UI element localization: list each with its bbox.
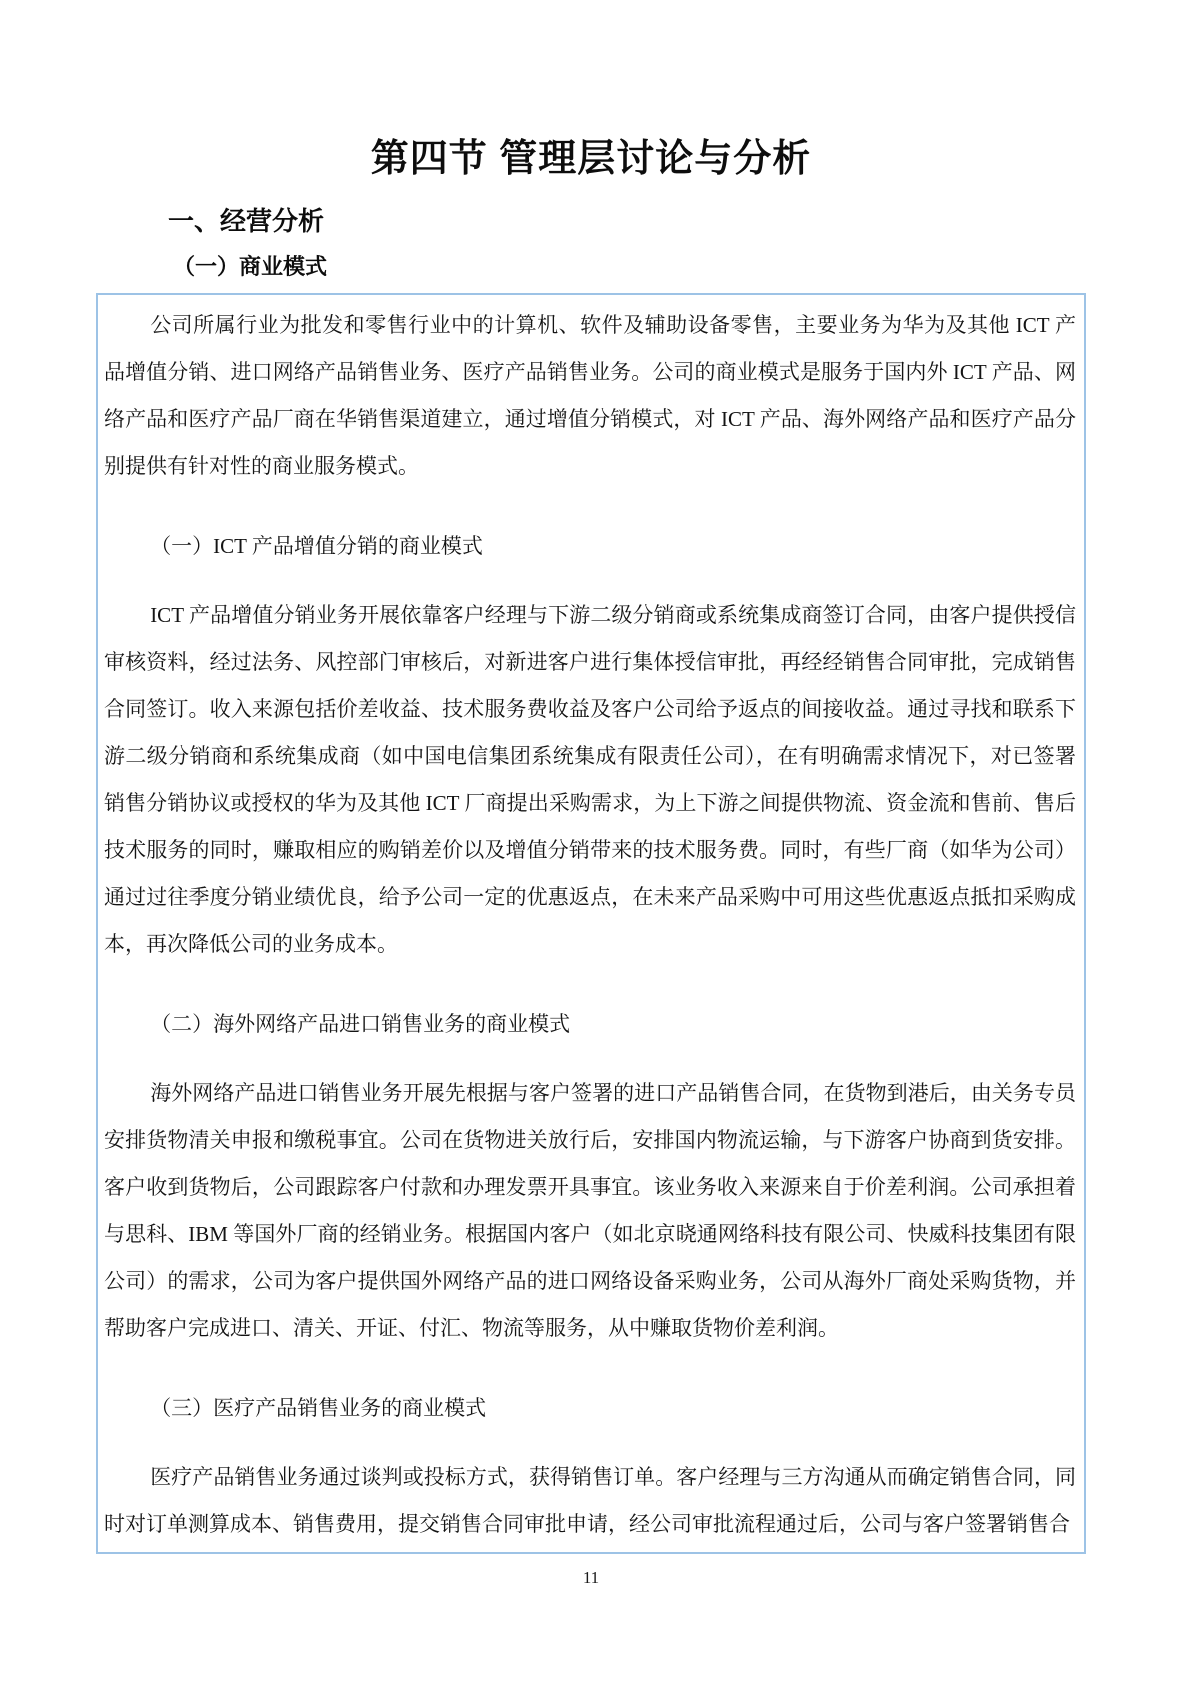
paragraph-ict-distribution: ICT 产品增值分销业务开展依靠客户经理与下游二级分销商或系统集成商签订合同，由客户提供授信审核资料，经过法务、风控部门审核后，对新进客户进行集体授信审批，再经经销售合同审批，完成销售合同签订。收入来源包括价差收益、技术服务费收益及客户公司给予返点的间接收益。通过寻找和联系下游二级分销商和系统集成商（如中国电信集团系统集成有限责任公司），在有明确需求情况下，对已签署销售分销协议或授权的华为及其他 ICT 厂商提出采购需求，为上下游之间提供物流、资金流和售前、售后技术服务的同时，赚取相应的购销差价以及增值分销带来的技术服务费。同时，有些厂商（如华为公司）通过过往季度分销业绩优良，给予公司一定的优惠返点，在未来产品采购中可用这些优惠返点抵扣采购成本，再次降低公司的业务成本。 xyxy=(104,603,1076,957)
content-box xyxy=(96,293,1086,1554)
paragraph-business-overview: 公司所属行业为批发和零售行业中的计算机、软件及辅助设备零售，主要业务为华为及其他 ICT 产品增值分销、进口网络产品销售业务、医疗产品销售业务。公司的商业模式是服务于国内外 ICT 产品、网络产品和医疗产品厂商在华销售渠道建立，通过增值分销模式，对 ICT 产品、海外网络产品和医疗产品分别提供有针对性的商业服务模式。 xyxy=(104,313,1076,479)
page-number: 11 xyxy=(582,1568,600,1588)
document-page xyxy=(96,0,1086,1588)
heading-medical-products: （三）医疗产品销售业务的商业模式 xyxy=(150,1396,487,1421)
section-heading: 一、经营分析 xyxy=(168,205,325,236)
heading-overseas-network-import: （二）海外网络产品进口销售业务的商业模式 xyxy=(150,1012,571,1037)
page-title: 第四节 管理层讨论与分析 xyxy=(370,138,812,180)
heading-ict-distribution: （一）ICT 产品增值分销的商业模式 xyxy=(150,534,483,559)
paragraph-medical-products: 医疗产品销售业务通过谈判或投标方式，获得销售订单。客户经理与三方沟通从而确定销售合同，同时对订单测算成本、销售费用，提交销售合同审批申请，经公司审批流程通过后，公司与客户签署销售合 xyxy=(104,1465,1076,1537)
subsection-heading: （一）商业模式 xyxy=(173,253,328,279)
paragraph-overseas-network-import: 海外网络产品进口销售业务开展先根据与客户签署的进口产品销售合同，在货物到港后，由关务专员安排货物清关申报和缴税事宜。公司在货物进关放行后，安排国内物流运输，与下游客户协商到货安排。客户收到货物后，公司跟踪客户付款和办理发票开具事宜。该业务收入来源来自于价差利润。公司承担着与思科、IBM 等国外厂商的经销业务。根据国内客户（如北京晓通网络科技有限公司、快威科技集团有限公司）的需求，公司为客户提供国外网络产品的进口网络设备采购业务，公司从海外厂商处采购货物，并帮助客户完成进口、清关、开证、付汇、物流等服务，从中赚取货物价差利润。 xyxy=(104,1081,1076,1341)
